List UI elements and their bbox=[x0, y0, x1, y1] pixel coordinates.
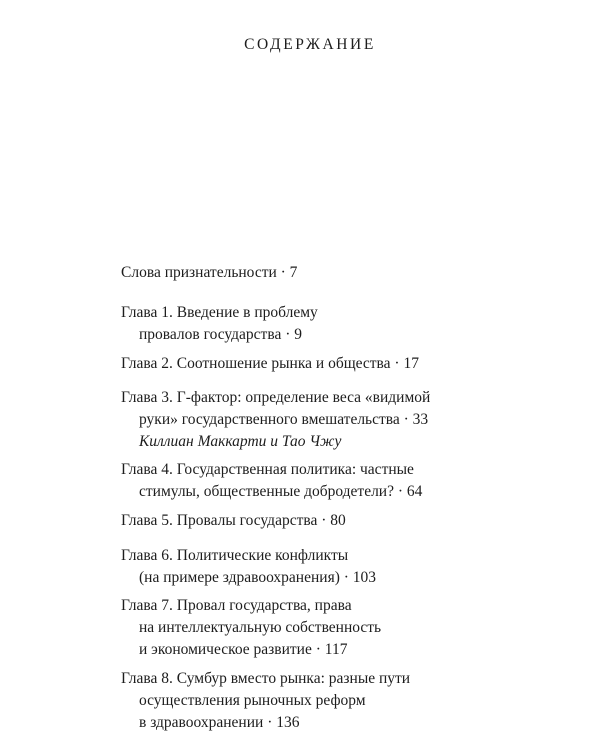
toc-entry-line: (на примере здравоохранения) · 103 bbox=[139, 569, 377, 586]
toc-entry-line: Глава 7. Провал государства, права bbox=[121, 597, 352, 614]
toc-entry-line: на интеллектуальную собственность bbox=[139, 619, 382, 636]
toc-entry-acknowledgements bbox=[121, 262, 297, 284]
toc-entry-line: руки» государственного вмешательства · 33 bbox=[139, 411, 429, 428]
toc-entry-chapter-4 bbox=[121, 459, 422, 503]
page-title: СОДЕРЖАНИЕ bbox=[244, 36, 376, 53]
toc-entry-chapter-1 bbox=[121, 302, 318, 346]
toc-entry-line: в здравоохранении · 136 bbox=[139, 714, 300, 731]
toc-entry-chapter-7 bbox=[121, 595, 381, 661]
toc-entry-author: Киллиан Маккарти и Тао Чжу bbox=[139, 433, 342, 450]
toc-entry-line: провалов государства · 9 bbox=[139, 326, 302, 343]
toc-entry-line: Глава 6. Политические конфликты bbox=[121, 547, 349, 564]
toc-entry-line: и экономическое развитие · 117 bbox=[139, 641, 348, 658]
toc-entry-chapter-3 bbox=[121, 387, 430, 453]
toc-entry-chapter-2 bbox=[121, 353, 419, 375]
toc-entry-line: осуществления рыночных реформ bbox=[139, 692, 366, 709]
toc-entry-line: стимулы, общественные добродетели? · 64 bbox=[139, 483, 423, 500]
toc-entry-line: Глава 3. Г-фактор: определение веса «видимой bbox=[121, 389, 431, 406]
toc-entry-line: Глава 8. Сумбур вместо рынка: разные пути bbox=[121, 670, 411, 687]
toc-entry-line: Глава 2. Соотношение рынка и общества · 17 bbox=[121, 355, 419, 372]
toc-entry-chapter-8 bbox=[121, 668, 410, 734]
toc-entry-chapter-5 bbox=[121, 510, 346, 532]
toc-entry-line: Глава 5. Провалы государства · 80 bbox=[121, 512, 346, 529]
toc-entry-line: Слова признательности · 7 bbox=[121, 264, 298, 281]
toc-entry-line: Глава 1. Введение в проблему bbox=[121, 304, 318, 321]
toc-entry-chapter-6 bbox=[121, 545, 376, 589]
toc-entry-line: Глава 4. Государственная политика: частные bbox=[121, 461, 414, 478]
